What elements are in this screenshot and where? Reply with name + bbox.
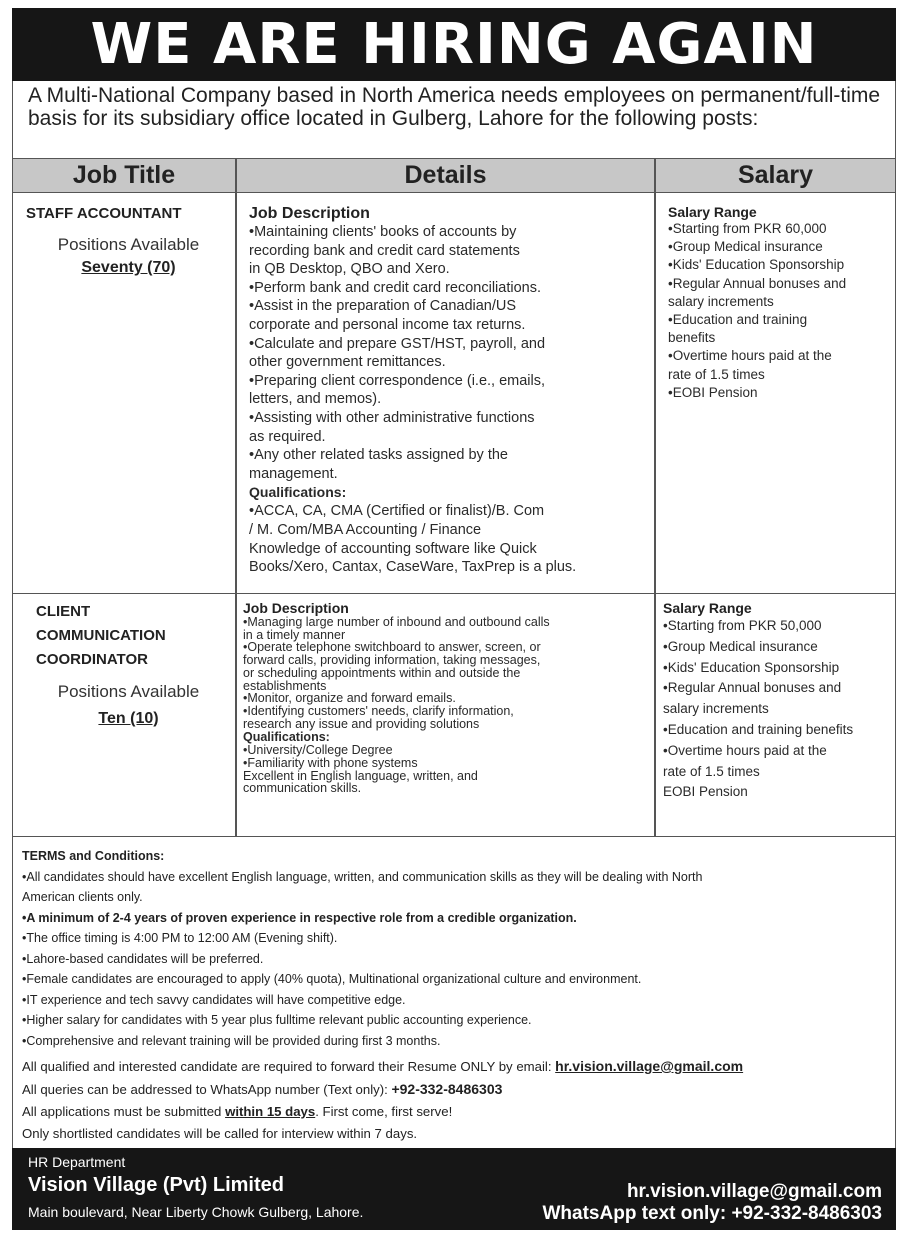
banner-title: WE ARE HIRING AGAIN bbox=[90, 12, 818, 77]
duty-item: or scheduling appointments within and outside the bbox=[243, 665, 521, 680]
qualification-item: Books/Xero, Cantax, CaseWare, TaxPrep is a plus. bbox=[249, 559, 577, 576]
terms-item: American clients only. bbox=[22, 890, 143, 904]
contact-email-link[interactable]: hr.vision.village@gmail.com bbox=[555, 1058, 744, 1074]
duty-item: recording bank and credit card statements bbox=[249, 242, 520, 259]
terms-title: TERMS and Conditions: bbox=[22, 849, 165, 863]
salary-item: •Starting from PKR 60,000 bbox=[668, 221, 827, 236]
job-2-title-line-3: COORDINATOR bbox=[36, 651, 148, 668]
salary-item: •Starting from PKR 50,000 bbox=[663, 618, 822, 633]
duty-item: •Perform bank and credit card reconciliations. bbox=[249, 279, 541, 296]
footer-address: Main boulevard, Near Liberty Chowk Gulberg, Lahore. bbox=[28, 1204, 364, 1220]
qualification-item: / M. Com/MBA Accounting / Finance bbox=[249, 521, 482, 538]
duty-item: •Assisting with other administrative functions bbox=[249, 409, 535, 426]
contact-deadline-line bbox=[22, 1101, 888, 1123]
job-1-salary-cell bbox=[668, 204, 893, 402]
job-1-positions-label: Positions Available bbox=[57, 235, 200, 254]
salary-item: •Kids' Education Sponsorship bbox=[663, 659, 840, 675]
terms-item: •A minimum of 2-4 years of proven experience in respective role from a credible organization. bbox=[22, 910, 577, 925]
salary-item: rate of 1.5 times bbox=[663, 763, 760, 779]
header-bottom-rule bbox=[12, 192, 896, 193]
footer-company: Vision Village (Pvt) Limited bbox=[28, 1174, 284, 1196]
duty-item: management. bbox=[249, 465, 338, 482]
job-1-qualifications-list bbox=[249, 502, 649, 576]
intro-text: A Multi-National Company based in North America needs employees on permanent/full-time basis for its subsidiary office located in Gulberg, Lahore for the following posts: bbox=[28, 84, 881, 130]
salary-item: EOBI Pension bbox=[663, 784, 748, 800]
row-divider bbox=[12, 593, 896, 594]
job-2-qualifications-title: Qualifications: bbox=[243, 730, 330, 745]
column-divider-2 bbox=[654, 158, 656, 836]
salary-item: salary increments bbox=[668, 293, 774, 309]
duty-item: research any issue and providing solutions bbox=[243, 716, 480, 731]
duty-item: other government remittances. bbox=[249, 354, 446, 371]
terms-item: •All candidates should have excellent English language, written, and communication skills as they will be dealing with North bbox=[22, 869, 703, 884]
job-2-title-line-2: COMMUNICATION bbox=[36, 627, 166, 644]
shortlist-note: Only shortlisted candidates will be called for interview within 7 days. bbox=[22, 1126, 418, 1141]
qualification-item: •Familiarity with phone systems bbox=[243, 756, 418, 771]
terms-item: •Lahore-based candidates will be preferred. bbox=[22, 951, 264, 966]
duty-item: •Calculate and prepare GST/HST, payroll, and bbox=[249, 335, 546, 352]
salary-item: benefits bbox=[668, 330, 716, 346]
qualification-item: •University/College Degree bbox=[243, 743, 393, 758]
job-2-title-cell bbox=[26, 600, 231, 728]
salary-item: •Education and training bbox=[668, 312, 808, 328]
duty-item: as required. bbox=[249, 428, 326, 445]
job-2-qualifications-list bbox=[243, 744, 653, 795]
contact-whatsapp-line bbox=[22, 1078, 888, 1101]
duty-item: •Maintaining clients' books of accounts by bbox=[249, 224, 517, 240]
job-1-salary-list bbox=[668, 220, 893, 402]
salary-item: •Group Medical insurance bbox=[668, 239, 823, 255]
deadline-value: within 15 days bbox=[225, 1104, 316, 1119]
header-job-title: Job Title bbox=[13, 159, 235, 192]
job-2-positions-label: Positions Available bbox=[57, 682, 200, 701]
deadline-pre: All applications must be submitted bbox=[22, 1104, 222, 1119]
salary-item: •Regular Annual bonuses and bbox=[663, 680, 842, 696]
footer-whatsapp[interactable]: WhatsApp text only: +92-332-8486303 bbox=[542, 1203, 882, 1224]
job-1-details-cell bbox=[249, 205, 649, 577]
duty-item: corporate and personal income tax returns. bbox=[249, 316, 526, 333]
job-2-salary-title: Salary Range bbox=[663, 600, 752, 616]
table-top-rule bbox=[12, 158, 896, 159]
salary-item: •EOBI Pension bbox=[668, 384, 758, 400]
qualification-item: •ACCA, CA, CMA (Certified or finalist)/B. Com bbox=[249, 503, 545, 520]
duty-item: •Assist in the preparation of Canadian/US bbox=[249, 298, 517, 315]
header-details: Details bbox=[237, 159, 654, 192]
duty-item: •Identifying customers' needs, clarify information, bbox=[243, 703, 514, 718]
qualification-item: Excellent in English language, written, and bbox=[243, 768, 478, 783]
footer-department: HR Department bbox=[28, 1154, 126, 1170]
duty-item: •Monitor, organize and forward emails. bbox=[243, 691, 456, 706]
duty-item: forward calls, providing information, taking messages, bbox=[243, 653, 541, 668]
job-1-duties-list bbox=[249, 223, 649, 483]
job-2-details-cell bbox=[243, 600, 653, 795]
duty-item: •Managing large number of inbound and outbound calls bbox=[243, 615, 550, 629]
job-2-positions-count: Ten (10) bbox=[98, 710, 159, 727]
hiring-banner bbox=[12, 8, 896, 81]
job-1-qualifications-title: Qualifications: bbox=[249, 484, 347, 501]
duty-item: in QB Desktop, QBO and Xero. bbox=[249, 261, 450, 278]
terms-item: •Comprehensive and relevant training will be provided during first 3 months. bbox=[22, 1033, 441, 1048]
header-salary: Salary bbox=[656, 159, 895, 192]
duty-item: •Preparing client correspondence (i.e., emails, bbox=[249, 372, 546, 389]
terms-section bbox=[22, 846, 888, 1145]
job-1-description-title: Job Description bbox=[249, 205, 370, 222]
salary-item: •Overtime hours paid at the bbox=[668, 348, 832, 364]
terms-list bbox=[22, 867, 888, 1052]
duty-item: in a timely manner bbox=[243, 627, 346, 642]
duty-item: letters, and memos). bbox=[249, 391, 382, 408]
footer-bar bbox=[12, 1148, 896, 1230]
job-1-salary-title: Salary Range bbox=[668, 204, 757, 220]
column-divider-1 bbox=[235, 158, 237, 836]
job-2-title-line-1: CLIENT bbox=[36, 603, 91, 620]
table-bottom-rule bbox=[12, 836, 896, 837]
salary-item: •Kids' Education Sponsorship bbox=[668, 257, 845, 273]
salary-item: •Regular Annual bonuses and bbox=[668, 275, 847, 291]
job-2-salary-cell bbox=[663, 600, 893, 803]
contact-email-line bbox=[22, 1055, 888, 1078]
terms-item: •Higher salary for candidates with 5 year plus fulltime relevant public accounting experience. bbox=[22, 1013, 532, 1027]
qualification-item: communication skills. bbox=[243, 781, 362, 796]
salary-item: salary increments bbox=[663, 701, 769, 717]
terms-item: •Female candidates are encouraged to apply (40% quota), Multinational organizational culture and environment. bbox=[22, 972, 642, 986]
job-1-title: STAFF ACCOUNTANT bbox=[26, 205, 182, 222]
contact-email-text: All qualified and interested candidate are required to forward their Resume ONLY by email: bbox=[22, 1059, 552, 1074]
job-2-description-title: Job Description bbox=[243, 600, 349, 616]
footer-email[interactable]: hr.vision.village@gmail.com bbox=[626, 1181, 882, 1202]
contact-whatsapp-number[interactable]: +92-332-8486303 bbox=[391, 1081, 503, 1097]
salary-item: •Overtime hours paid at the bbox=[663, 742, 827, 758]
duty-item: •Any other related tasks assigned by the bbox=[249, 447, 508, 464]
salary-item: rate of 1.5 times bbox=[668, 366, 765, 382]
job-1-positions-count: Seventy (70) bbox=[81, 259, 176, 276]
deadline-post: . First come, first serve! bbox=[315, 1104, 453, 1119]
duty-item: •Operate telephone switchboard to answer, screen, or bbox=[243, 640, 541, 655]
duty-item: establishments bbox=[243, 678, 327, 693]
job-1-title-cell bbox=[26, 202, 231, 277]
contact-block bbox=[22, 1055, 888, 1145]
contact-whatsapp-text: All queries can be addressed to WhatsApp number (Text only): bbox=[22, 1082, 388, 1097]
qualification-item: Knowledge of accounting software like Quick bbox=[249, 540, 537, 557]
terms-item: •IT experience and tech savvy candidates will have competitive edge. bbox=[22, 992, 406, 1007]
salary-item: •Group Medical insurance bbox=[663, 638, 818, 654]
job-2-duties-list bbox=[243, 616, 653, 730]
salary-item: •Education and training benefits bbox=[663, 721, 854, 737]
job-2-salary-list bbox=[663, 616, 893, 803]
terms-item: •The office timing is 4:00 PM to 12:00 AM (Evening shift). bbox=[22, 931, 338, 945]
